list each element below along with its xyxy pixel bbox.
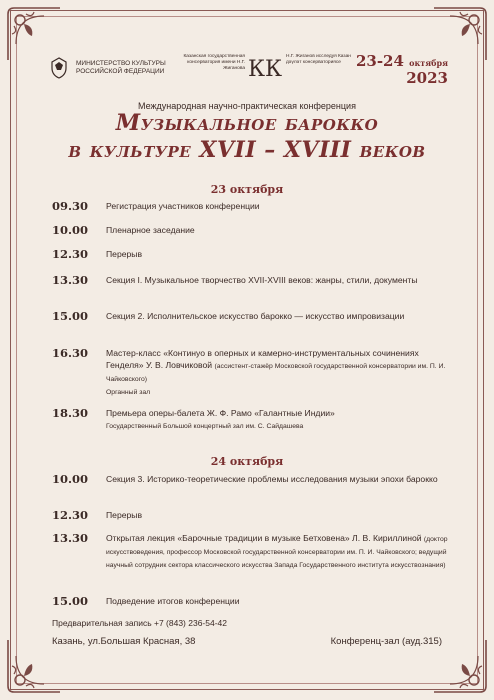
schedule-time: 16.30 [52,346,89,360]
schedule-time: 10.00 [52,223,89,237]
schedule-text: Секция I. Музыкальное творчество XVII-XVIII веков: жанры, стили, документы [106,275,418,285]
dates-days: 23-24 [355,52,404,70]
registration-phone: Предварительная запись +7 (843) 236-54-42 [52,618,228,628]
schedule-text: Подведение итогов конференции [106,596,240,606]
schedule-place: Государственный Большой концертный зал им. С. Сайдашева [106,423,304,430]
schedule-text: Секция 2. Исполнительское искусство барокко — искусство импровизации [106,311,405,321]
coat-of-arms-icon [48,56,70,80]
schedule-time: 15.00 [52,594,89,608]
schedule-time: 13.30 [52,273,89,287]
conference-type: Международная научно-практическая конференция [138,101,356,111]
schedule-time: 12.30 [52,508,89,522]
svg-text:КК: КК [247,57,283,82]
schedule-time: 15.00 [52,309,89,323]
dates-year: 2023 [406,69,448,87]
conservatory-name-left: Казанская государственная консерватория имени Н.Г. Жиганова [183,54,245,71]
schedule-note: (ассистент-стажёр Московской государственной консерватории им. П. И. Чайковского) [106,363,446,383]
schedule-time: 18.30 [52,406,89,420]
schedule-text [106,347,456,399]
schedule-text: Пленарное заседание [106,225,195,235]
schedule-place: Органный зал [106,389,151,396]
title-line-2: в культуре XVII – XVIII веков [68,137,426,163]
dates-month: октября [409,58,448,68]
header [48,52,448,88]
schedule-text: Перерыв [106,510,143,520]
schedule-text: Секция 3. Историко-теоретические проблемы исследования музыки эпохи барокко [106,474,438,484]
schedule-time: 10.00 [52,472,89,486]
schedule-text [106,407,456,433]
conference-dates [356,52,448,87]
day2-heading: 24 октября [210,455,284,468]
schedule-main-text: Открытая лекция «Барочные традиции в музыке Бетховена» Л. В. Кириллиной [106,533,422,543]
ministry-label: МИНИСТЕРСТВО КУЛЬТУРЫ РОССИЙСКОЙ ФЕДЕРАЦИИ [76,60,166,75]
conservatory-name-right: Н.Г. Жиганов исследуя Казан дәүләт консерваториясе [286,54,351,65]
address: Казань, ул.Большая Красная, 38 [52,636,196,647]
schedule-note: (доктор искусствоведения, профессор Московской государственной консерватории им. П. И. Чайковского; ведущий научный сотрудник сектора классического искусства Запада Государственного института искусствознания) [106,536,448,569]
schedule-main-text: Мастер-класс «Континуо в оперных и камерно-инструментальных сочинениях Генделя» У. В. Ловчиковой [106,348,419,370]
hall: Конференц-зал (ауд.315) [330,636,442,647]
day1-heading: 23 октября [210,183,284,196]
schedule-text: Регистрация участников конференции [106,201,260,211]
schedule-time: 12.30 [52,247,89,261]
conservatory-logo-icon [247,52,283,82]
ministry-block [48,56,186,80]
title-line-1: Музыкальное барокко [115,110,379,136]
schedule-text [106,532,456,571]
schedule-text: Перерыв [106,249,143,259]
schedule-main-text: Премьера оперы-балета Ж. Ф. Рамо «Галантные Индии» [106,408,335,418]
schedule-time: 09.30 [52,199,89,213]
schedule-time: 13.30 [52,531,89,545]
